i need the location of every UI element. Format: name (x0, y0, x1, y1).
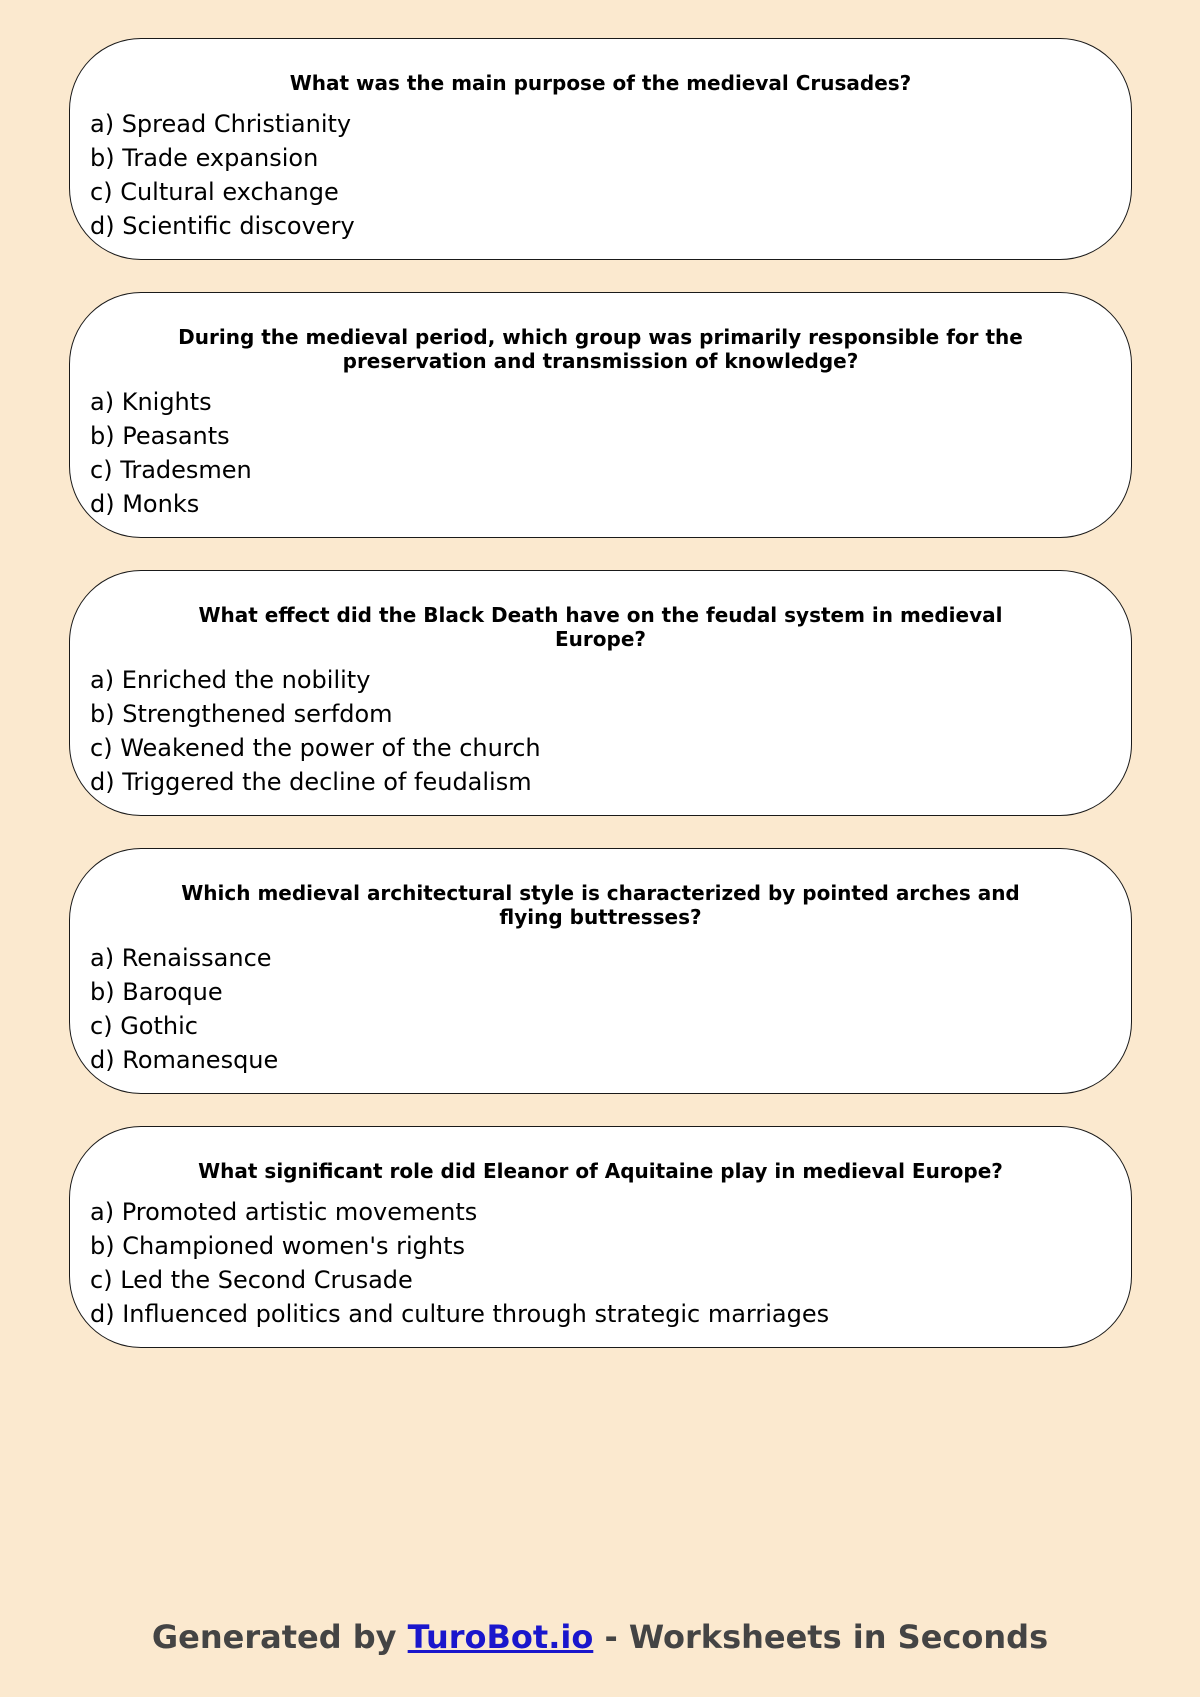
option-list (90, 941, 1111, 1077)
option-list (90, 663, 1111, 799)
option-d: d) Influenced politics and culture through strategic marriages (90, 1300, 830, 1328)
option-b: b) Trade expansion (90, 144, 319, 172)
question-card (69, 1126, 1132, 1348)
option-a: a) Knights (90, 388, 212, 416)
option-d: d) Triggered the decline of feudalism (90, 768, 532, 796)
option-d: d) Romanesque (90, 1046, 279, 1074)
question-text: What effect did the Black Death have on the feudal system in medieval Europe? (198, 603, 1003, 651)
option-d: d) Monks (90, 490, 200, 518)
option-list (90, 107, 1111, 243)
option-b: b) Championed women's rights (90, 1232, 465, 1260)
option-a: a) Enriched the nobility (90, 666, 371, 694)
question-card (69, 570, 1132, 816)
option-c: c) Weakened the power of the church (90, 734, 541, 762)
option-list (90, 1195, 1111, 1331)
question-list (69, 38, 1132, 1380)
question-card (69, 292, 1132, 538)
option-b: b) Peasants (90, 422, 230, 450)
option-c: c) Tradesmen (90, 456, 252, 484)
footer (0, 1618, 1200, 1656)
question-text: Which medieval architectural style is characterized by pointed arches and flying buttresses? (181, 881, 1020, 929)
option-a: a) Promoted artistic movements (90, 1198, 478, 1226)
footer-prefix: Generated by (151, 1618, 408, 1656)
turobot-link[interactable]: TuroBot.io (407, 1618, 594, 1656)
question-text: During the medieval period, which group was primarily responsible for the preservation and transmission of knowledge? (178, 325, 1023, 373)
option-c: c) Gothic (90, 1012, 198, 1040)
question-text: What was the main purpose of the medieval Crusades? (289, 71, 912, 95)
option-c: c) Cultural exchange (90, 178, 339, 206)
option-a: a) Renaissance (90, 944, 272, 972)
footer-suffix: - Worksheets in Seconds (593, 1618, 1049, 1656)
option-c: c) Led the Second Crusade (90, 1266, 413, 1294)
option-b: b) Strengthened serfdom (90, 700, 393, 728)
option-a: a) Spread Christianity (90, 110, 352, 138)
option-list (90, 385, 1111, 521)
question-card (69, 38, 1132, 260)
question-text: What significant role did Eleanor of Aquitaine play in medieval Europe? (198, 1159, 1003, 1183)
question-card (69, 848, 1132, 1094)
option-d: d) Scientific discovery (90, 212, 355, 240)
option-b: b) Baroque (90, 978, 223, 1006)
